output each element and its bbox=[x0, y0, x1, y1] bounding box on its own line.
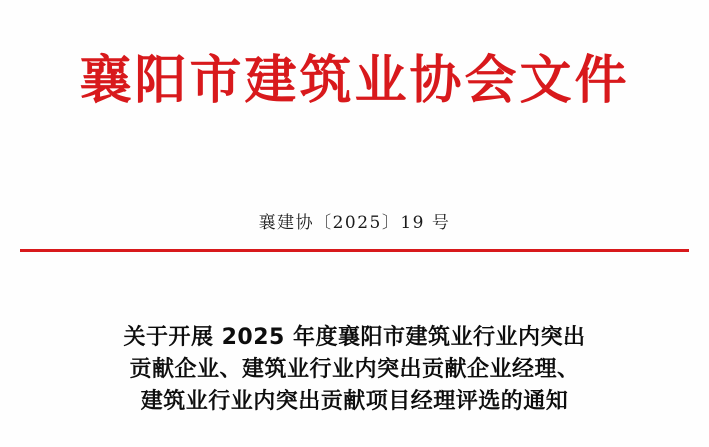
document-masthead-title: 襄阳市建筑业协会文件 bbox=[79, 50, 630, 111]
document-number: 襄建协〔2025〕19 号 bbox=[258, 213, 451, 233]
red-separator-rule bbox=[20, 249, 689, 252]
document-title-line-2: 贡献企业、建筑业行业内突出贡献企业经理、 bbox=[129, 356, 580, 382]
document-title bbox=[60, 322, 649, 418]
document-title-line-3: 建筑业行业内突出贡献项目经理评选的通知 bbox=[140, 388, 569, 414]
document-title-line-1: 关于开展 2025 年度襄阳市建筑业行业内突出 bbox=[123, 325, 586, 350]
